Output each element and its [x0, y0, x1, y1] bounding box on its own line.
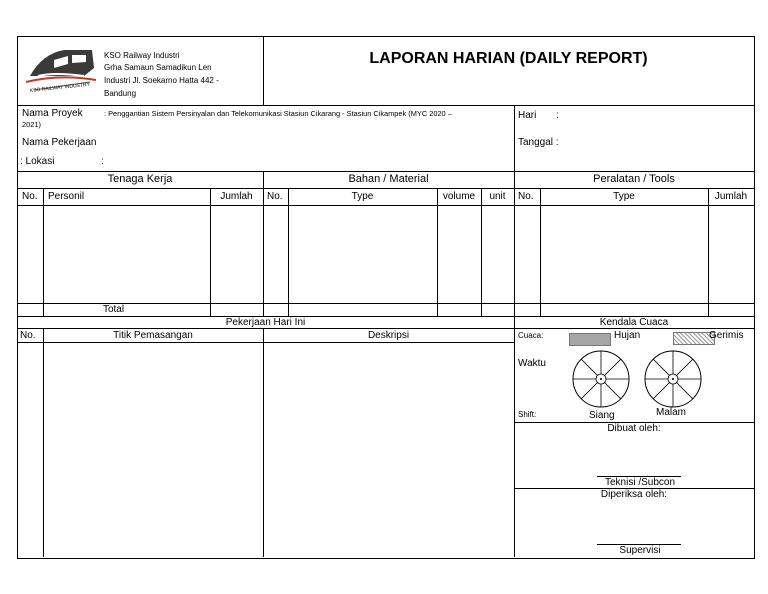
lokasi-label: : Lokasi — [20, 156, 55, 167]
col-unit: unit — [489, 191, 506, 202]
proyek-label: Nama Proyek — [22, 108, 83, 119]
company-address-2: Industri Jl. Soekarno Hatta 442 - — [104, 76, 219, 85]
col-line-no1 — [43, 188, 44, 316]
waktu-label: Waktu — [518, 358, 546, 369]
kendala-cuaca: Kendala Cuaca — [599, 317, 669, 328]
siang-label: Siang — [589, 410, 615, 421]
lokasi-colon: : — [101, 156, 104, 167]
logo-text: KSO RAILWAY INDUSTRY — [29, 81, 91, 94]
tanggal-label: Tanggal : — [518, 137, 559, 148]
bottom-col-titik: Titik Pemasangan — [113, 330, 193, 341]
hari-label: Hari — [518, 110, 537, 121]
col-type-3: Type — [613, 191, 635, 202]
report-title: LAPORAN HARIAN (DAILY REPORT) — [369, 50, 648, 67]
hujan-label: Hujan — [614, 330, 641, 341]
company-city: Bandung — [104, 89, 137, 98]
col-personil: Personil — [48, 191, 85, 202]
teknisi-label: Teknisi /Subcon — [604, 477, 676, 488]
cuaca-label: Cuaca: — [518, 331, 544, 340]
col-line-jumlah3 — [708, 188, 709, 316]
col-line-no3 — [540, 188, 541, 316]
proyek-value-cont: 2021) — [22, 120, 41, 129]
bottom-col-deskripsi: Deskripsi — [367, 330, 410, 341]
col-type-2: Type — [351, 191, 374, 202]
col-no-3: No. — [518, 191, 534, 202]
siang-clock-icon — [572, 350, 630, 408]
col-line-no2 — [288, 188, 289, 316]
company-logo — [24, 46, 100, 96]
col-line-jumlah1 — [210, 188, 211, 316]
header-bottom-line — [17, 105, 754, 106]
company-address-1: Grha Samaun Samadikun Len — [104, 63, 212, 72]
col-volume: volume — [442, 191, 476, 202]
proyek-value: : Penggantian Sistem Persinyalan dan Telekomunikasi Stasiun Cikarang - Stasiun Cikampek (MYC 2020 – — [104, 109, 452, 118]
col-no-1: No. — [22, 191, 38, 202]
col-no-2: No. — [267, 191, 283, 202]
gerimis-label: Gerimis — [709, 330, 744, 341]
hari-colon: : — [556, 110, 559, 121]
hujan-swatch — [569, 333, 611, 346]
bottom-line-deskripsi — [514, 316, 515, 557]
pekerjaan-label: Nama Pekerjaan — [22, 137, 97, 148]
malam-clock-icon — [644, 350, 702, 408]
info-divider — [514, 105, 515, 171]
peralatan-header: Peralatan / Tools — [593, 173, 675, 185]
tenaga-kerja-header: Tenaga Kerja — [107, 173, 173, 185]
shift-label: Shift: — [518, 410, 537, 419]
column-top-line — [17, 188, 754, 189]
pekerjaan-hari-ini: Pekerjaan Hari Ini — [225, 317, 306, 328]
bottom-col-no: No. — [20, 330, 36, 341]
col-line-section1 — [263, 171, 264, 316]
section-top-line — [17, 171, 754, 172]
bottom-subheader-line — [17, 342, 514, 343]
malam-label: Malam — [656, 407, 687, 418]
bahan-header: Bahan / Material — [348, 173, 429, 185]
bottom-line-no — [43, 328, 44, 557]
supervisi-label: Supervisi — [619, 545, 661, 556]
dibuat-label: Dibuat oleh: — [607, 423, 661, 434]
col-line-section2 — [514, 171, 515, 316]
bottom-line-titik — [263, 328, 264, 557]
column-bottom-line — [17, 205, 754, 206]
col-jumlah-3: Jumlah — [714, 191, 748, 202]
company-name: KSO Railway Industri — [104, 51, 180, 60]
diperiksa-label: Diperiksa oleh: — [600, 489, 668, 500]
col-line-unit — [481, 188, 482, 316]
total-label: Total — [102, 304, 125, 315]
header-divider — [263, 36, 264, 105]
col-line-volume — [437, 188, 438, 316]
col-jumlah-1: Jumlah — [220, 191, 253, 202]
